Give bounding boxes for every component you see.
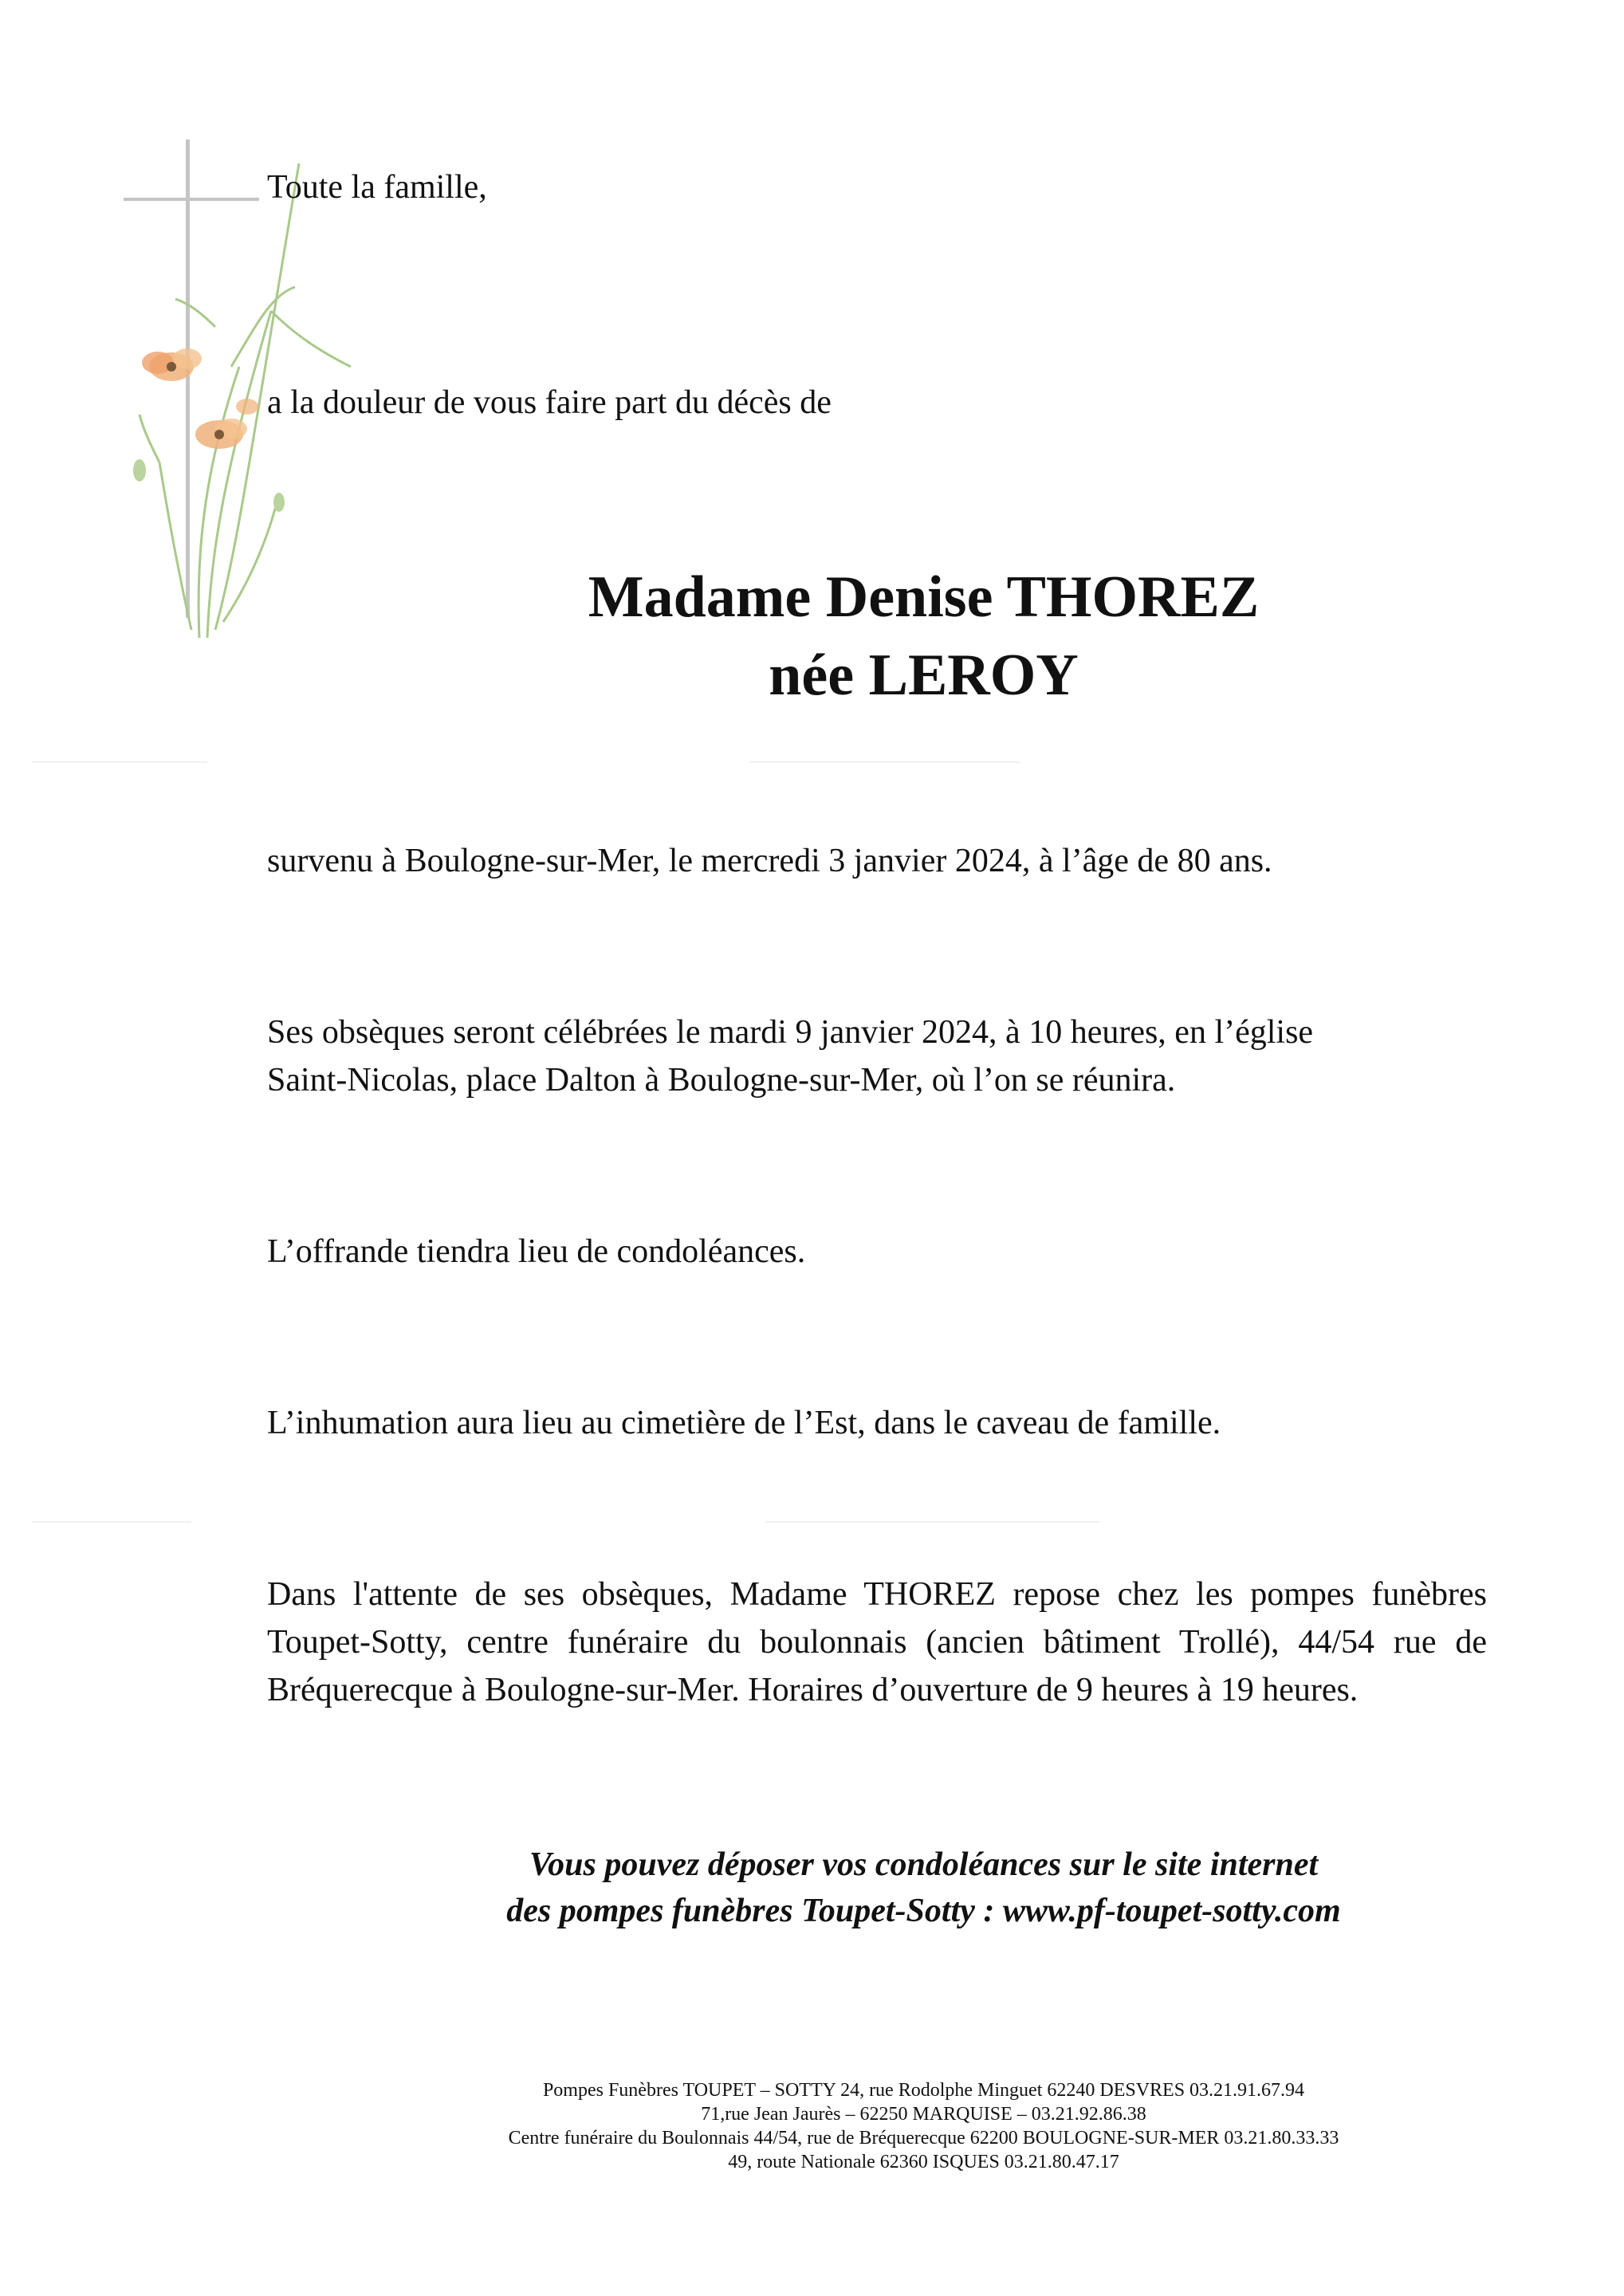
deceased-name-block <box>0 558 1624 714</box>
funeral-home-footer <box>0 2078 1624 2174</box>
cross-icon <box>124 140 259 618</box>
footer-line3: Centre funéraire du Boulonnais 44/54, rue de Bréquerecque 62200 BOULOGNE-SUR-MER 03.21.80.33.33 <box>508 2128 1339 2149</box>
divider <box>32 1521 191 1523</box>
condolences-notice <box>0 1842 1624 1934</box>
offering-text: L’offrande tiendra lieu de condoléances. <box>267 1233 806 1270</box>
divider <box>32 761 207 763</box>
funeral-info-line1: Ses obsèques seront célébrées le mardi 9 janvier 2024, à 10 heures, en l’église <box>267 1014 1314 1051</box>
announcement-text: a la douleur de vous faire part du décès de <box>267 384 832 421</box>
footer-line4: 49, route Nationale 62360 ISQUES 03.21.80.47.17 <box>728 2152 1119 2172</box>
deceased-maiden-name: née LEROY <box>769 643 1079 708</box>
family-intro: Toute la famille, <box>267 169 487 206</box>
funeral-info-line2: Saint-Nicolas, place Dalton à Boulogne-sur-Mer, où l’on se réunira. <box>267 1062 1176 1099</box>
repose-text: Dans l'attente de ses obsèques, Madame THOREZ repose chez les pompes funèbres Toupet-Sotty, centre funéraire du boulonnais (ancien bâtiment Trollé), 44/54 rue de Bréquerecque à Boulogne-sur-Mer. Horaires d’ouverture de 9 heures à 19 heures. <box>267 1576 1487 1708</box>
divider <box>765 1521 1100 1523</box>
burial-text: L’inhumation aura lieu au cimetière de l’Est, dans le caveau de famille. <box>267 1405 1221 1441</box>
divider <box>749 761 1020 763</box>
footer-line2: 71,rue Jean Jaurès – 62250 MARQUISE – 03.21.92.86.38 <box>701 2104 1146 2125</box>
condolences-line1: Vous pouvez déposer vos condoléances sur le site internet <box>529 1846 1319 1883</box>
death-info: survenu à Boulogne-sur-Mer, le mercredi 3 janvier 2024, à l’âge de 80 ans. <box>267 843 1272 879</box>
deceased-name: Madame Denise THOREZ <box>588 564 1260 630</box>
condolences-line2[interactable]: des pompes funèbres Toupet-Sotty : www.pf-toupet-sotty.com <box>506 1893 1341 1929</box>
footer-line1: Pompes Funèbres TOUPET – SOTTY 24, rue Rodolphe Minguet 62240 DESVRES 03.21.91.67.94 <box>542 2080 1305 2101</box>
